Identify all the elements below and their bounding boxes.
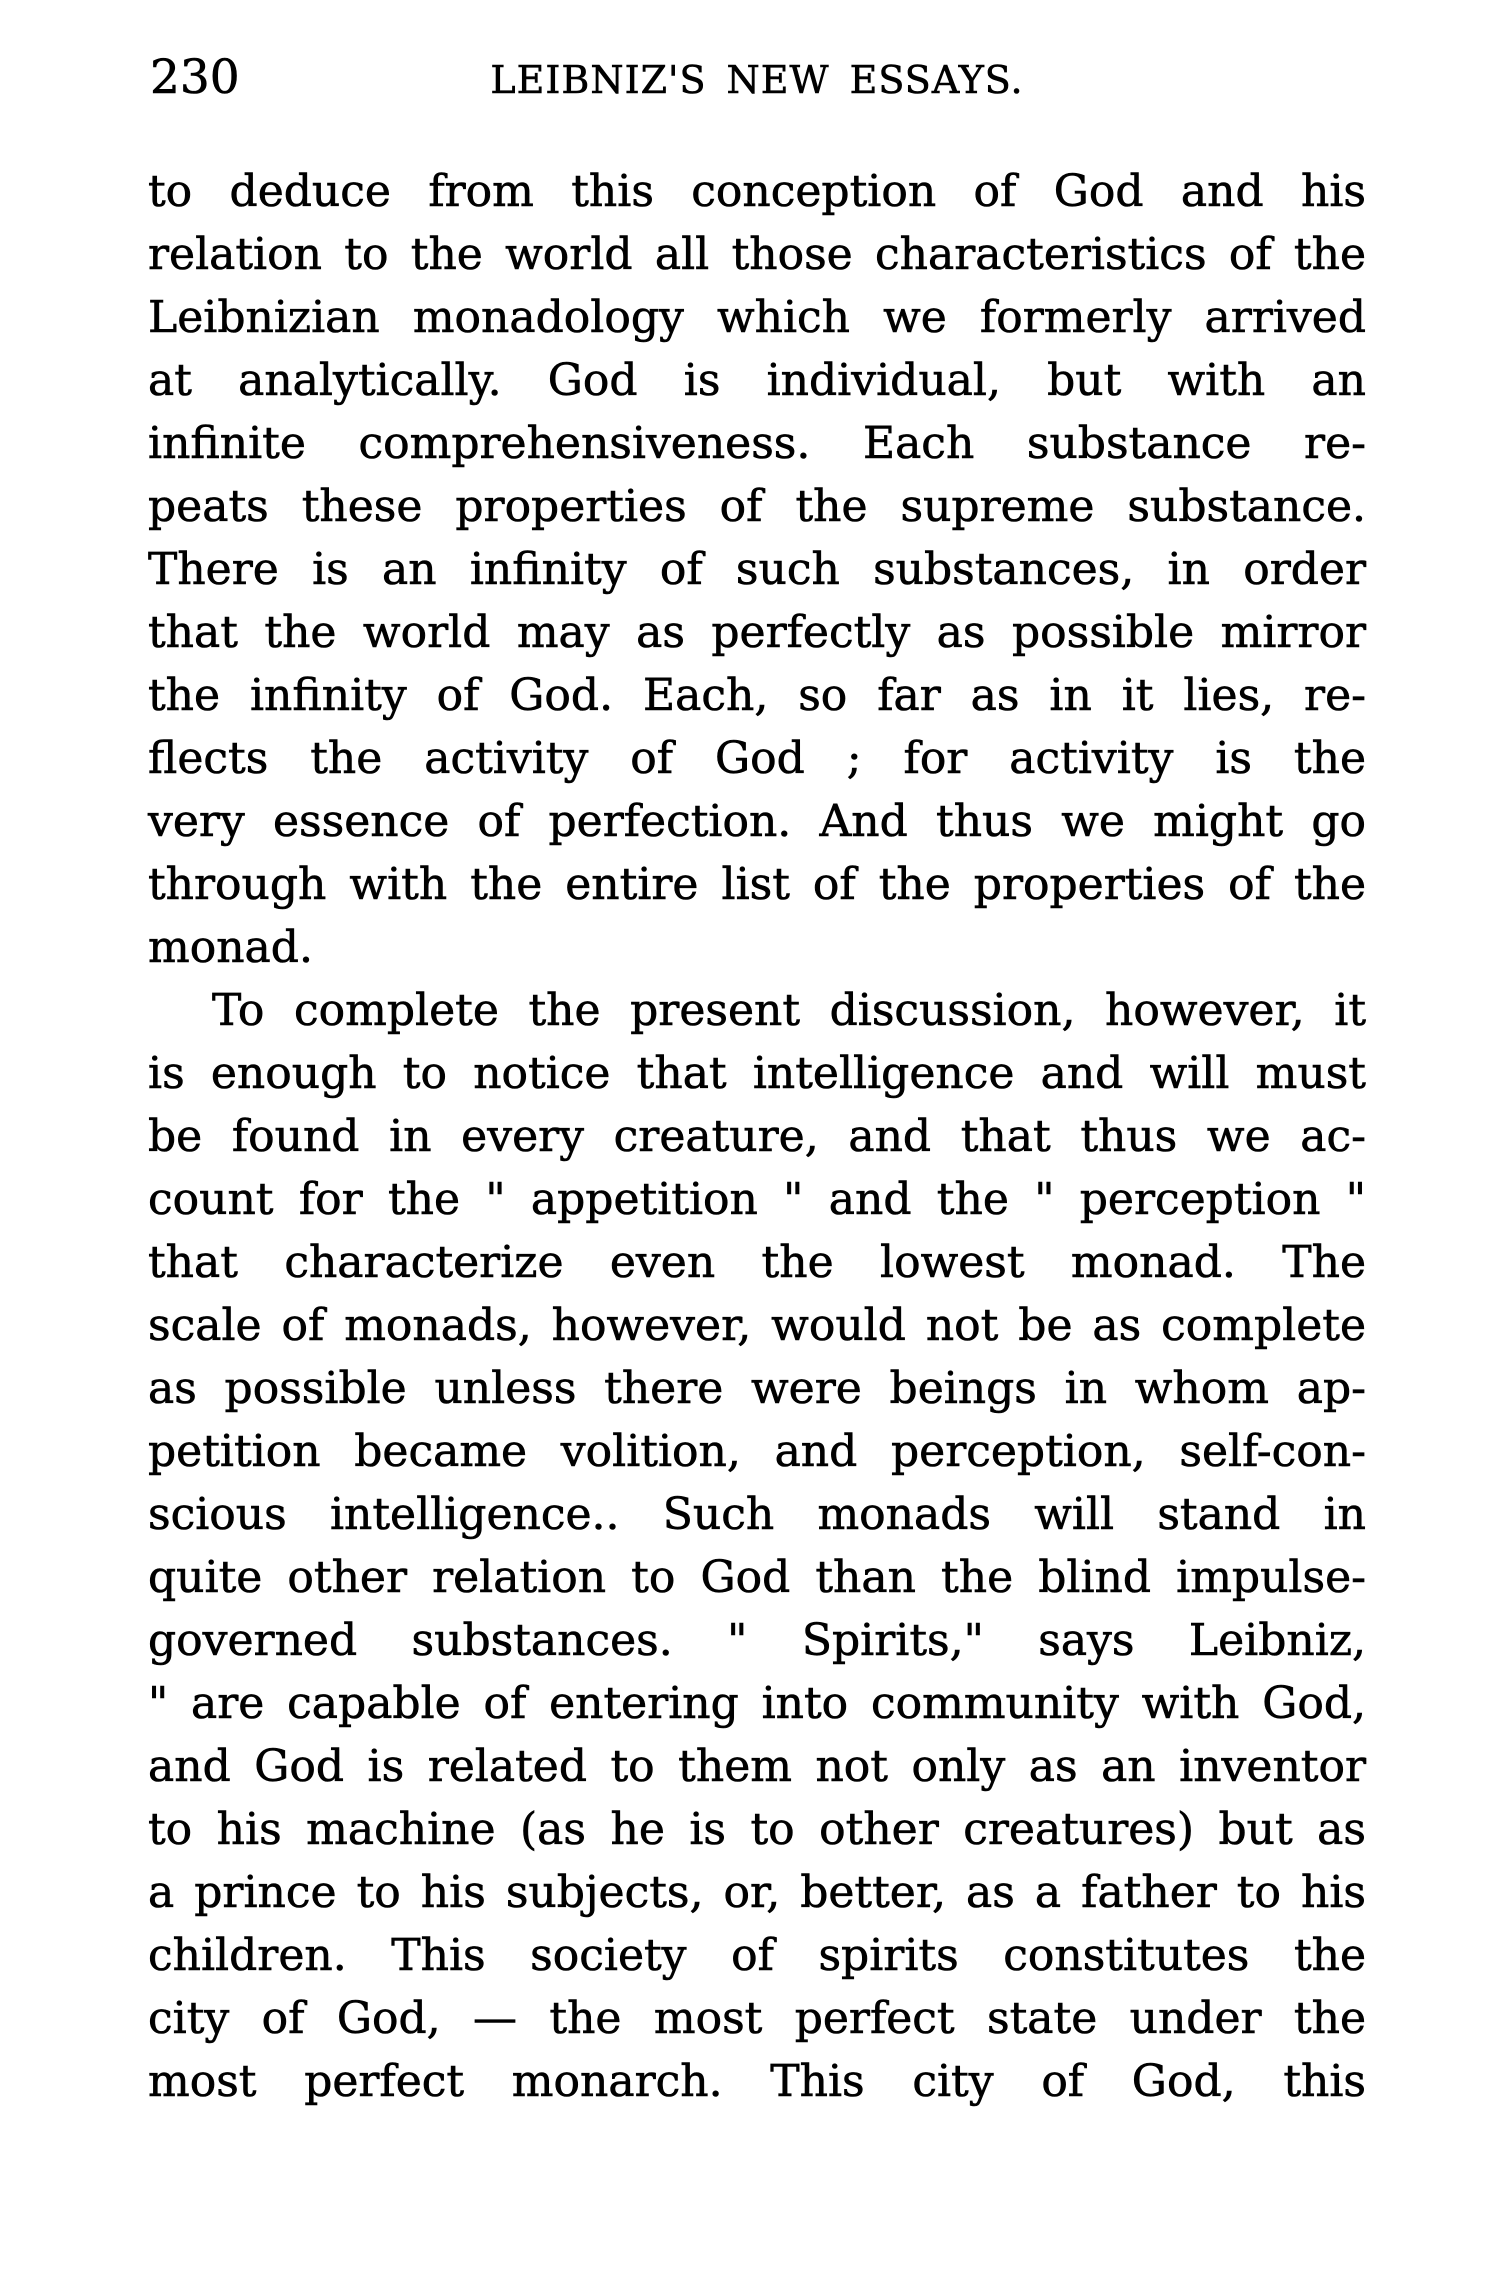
text-line: monad. — [148, 922, 313, 973]
text-line: be found in every creature, and that thus we ac- — [148, 1111, 1366, 1162]
text-line: at analytically. God is individual, but with an — [148, 355, 1366, 406]
text-line: children. This society of spirits constitutes the — [148, 1930, 1366, 1981]
page-number: 230 — [150, 50, 240, 105]
text-line: quite other relation to God than the blind impulse- — [148, 1552, 1366, 1603]
text-line: that characterize even the lowest monad. The — [148, 1237, 1366, 1288]
text-line: infinite comprehensiveness. Each substance re- — [148, 418, 1366, 469]
text-line: count for the " appetition " and the " perception " — [148, 1174, 1366, 1225]
page-body — [148, 160, 1366, 2113]
text-line: the infinity of God. Each, so far as in it lies, re- — [148, 670, 1366, 721]
text-line: " are capable of entering into community with God, — [148, 1678, 1366, 1729]
text-line: to deduce from this conception of God and his — [148, 166, 1366, 217]
text-line: petition became volition, and perception, self-con- — [148, 1426, 1366, 1477]
text-line: a prince to his subjects, or, better, as a father to his — [148, 1867, 1366, 1918]
text-line: scious intelligence.. Such monads will stand in — [148, 1489, 1366, 1540]
text-line: city of God, — the most perfect state under the — [148, 1993, 1366, 2044]
text-line: governed substances. " Spirits," says Leibniz, — [148, 1615, 1366, 1666]
text-line: through with the entire list of the properties of the — [148, 859, 1366, 910]
text-line: most perfect monarch. This city of God, this — [148, 2056, 1366, 2107]
text-line: peats these properties of the supreme substance. — [148, 481, 1366, 532]
text-line: flects the activity of God ; for activity is the — [148, 733, 1366, 784]
text-line: To complete the present discussion, however, it — [212, 985, 1366, 1036]
text-line: relation to the world all those characteristics of the — [148, 229, 1366, 280]
text-line: and God is related to them not only as an inventor — [148, 1741, 1366, 1792]
text-line: as possible unless there were beings in whom ap- — [148, 1363, 1366, 1414]
page-header — [148, 52, 1366, 112]
text-line: that the world may as perfectly as possible mirror — [148, 607, 1366, 658]
text-line: to his machine (as he is to other creatures) but as — [148, 1804, 1366, 1855]
text-line: scale of monads, however, would not be as complete — [148, 1300, 1366, 1351]
text-line: very essence of perfection. And thus we might go — [148, 796, 1366, 847]
running-title: LEIBNIZ'S NEW ESSAYS. — [490, 58, 1024, 102]
text-line: Leibnizian monadology which we formerly arrived — [148, 292, 1366, 343]
text-line: is enough to notice that intelligence and will must — [148, 1048, 1366, 1099]
text-line: There is an infinity of such substances, in order — [148, 544, 1366, 595]
